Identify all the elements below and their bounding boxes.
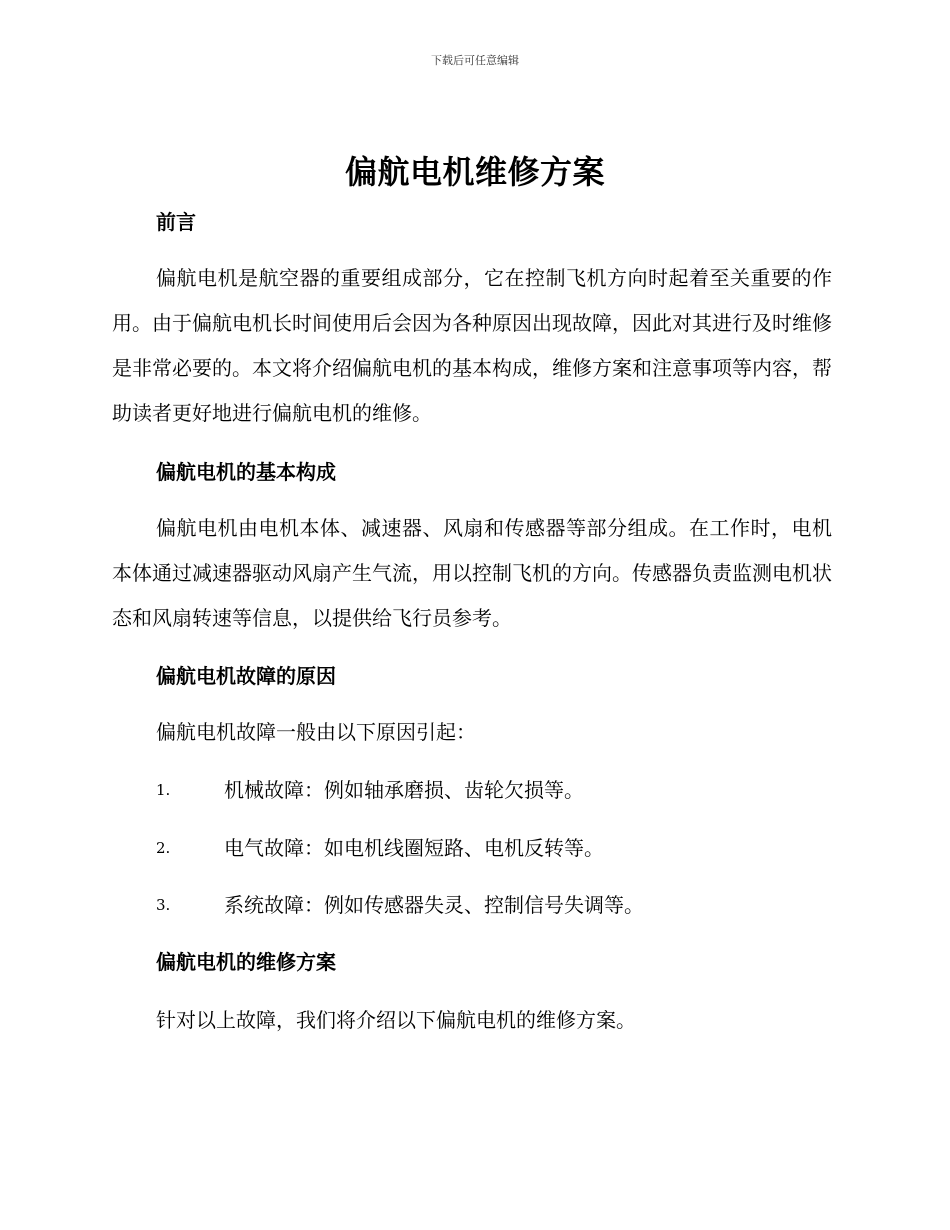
page-header-note: 下载后可任意编辑 [431,54,519,67]
list-item [156,776,836,804]
section-heading-repair-plan: 偏航电机的维修方案 [156,950,336,974]
section-paragraph-preface: 偏航电机是航空器的重要组成部分，它在控制飞机方向时起着至关重要的作用。由于偏航电机长时间使用后会因为各种原因出现故障，因此对其进行及时维修是非常必要的。本文将介绍偏航电机的基本构成，维修方案和注意事项等内容，帮助读者更好地进行偏航电机的维修。 [112,266,832,425]
repair-plan-intro: 针对以上故障，我们将介绍以下偏航电机的维修方案。 [156,1008,636,1032]
list-item-text: 机械故障：例如轴承磨损、齿轮欠损等。 [224,778,584,802]
document-title: 偏航电机维修方案 [344,153,605,191]
section-heading-causes: 偏航电机故障的原因 [156,664,336,688]
list-item-number: 1. [156,781,171,799]
list-item-number: 2. [156,839,171,857]
list-item [156,834,836,862]
section-heading-composition: 偏航电机的基本构成 [156,460,336,484]
list-item [156,891,836,919]
section-heading-preface: 前言 [156,210,196,234]
section-paragraph-composition: 偏航电机由电机本体、减速器、风扇和传感器等部分组成。在工作时，电机本体通过减速器驱动风扇产生气流，用以控制飞机的方向。传感器负责监测电机状态和风扇转速等信息，以提供给飞行员参考。 [112,516,832,630]
list-item-number: 3. [156,896,171,914]
list-item-text: 系统故障：例如传感器失灵、控制信号失调等。 [224,893,644,917]
causes-intro: 偏航电机故障一般由以下原因引起： [156,720,476,744]
list-item-text: 电气故障：如电机线圈短路、电机反转等。 [224,836,604,860]
